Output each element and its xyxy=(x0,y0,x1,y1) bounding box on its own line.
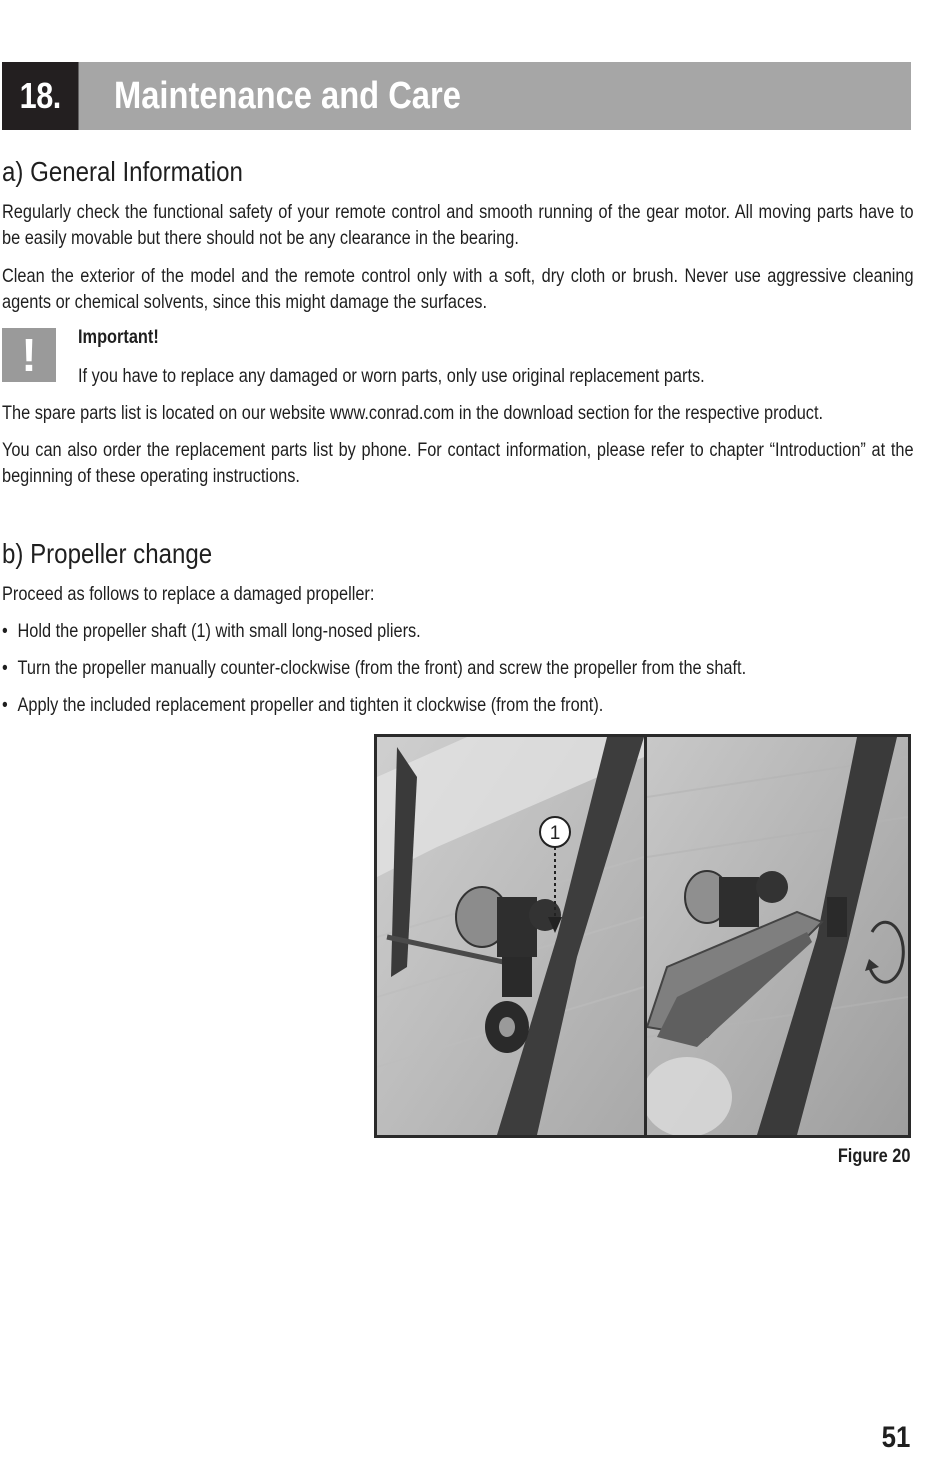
warning-icon xyxy=(2,328,56,382)
photo-propeller-shaft xyxy=(377,737,644,1135)
warning-symbol: ! xyxy=(21,329,37,381)
callout-label: 1 xyxy=(549,823,561,844)
bullet-icon: • xyxy=(2,621,8,642)
step-text: Apply the included replacement propeller and tighten it clockwise (from the front). xyxy=(17,695,604,716)
step-text: Hold the propeller shaft (1) with small long-nosed pliers. xyxy=(17,621,421,642)
propeller-figure xyxy=(374,734,911,1138)
paragraph-order-by-phone: You can also order the replacement parts list by phone. For contact information, please refer to chapter “Introduction” at the beginning of these operating instructions. xyxy=(2,440,914,487)
paragraph-functional-safety: Regularly check the functional safety of your remote control and smooth running of the gear motor. All moving parts have to be easily movable but there should not be any clearance in the bearing. xyxy=(2,202,914,249)
section-b-heading: b) Propeller change xyxy=(2,538,213,569)
step-item xyxy=(2,693,603,719)
important-title: Important! xyxy=(78,327,159,348)
propeller-intro: Proceed as follows to replace a damaged propeller: xyxy=(2,584,375,605)
figure-caption: Figure 20 xyxy=(837,1146,910,1167)
bullet-icon: • xyxy=(2,695,8,716)
chapter-title: Maintenance and Care xyxy=(114,74,461,117)
photo-pliers-unscrew xyxy=(647,737,908,1135)
chapter-header xyxy=(2,62,911,130)
page-number: 51 xyxy=(881,1421,910,1454)
chapter-number: 18. xyxy=(2,62,79,130)
bullet-icon: • xyxy=(2,658,8,679)
important-text: If you have to replace any damaged or worn parts, only use original replacement parts. xyxy=(78,366,705,387)
section-a-heading: a) General Information xyxy=(2,156,243,187)
paragraph-cleaning: Clean the exterior of the model and the remote control only with a soft, dry cloth or brush. Never use aggressive cleaning agents or chemical solvents, since this might damage the surfaces. xyxy=(2,266,914,313)
step-item xyxy=(2,656,746,682)
paragraph-spare-parts-list: The spare parts list is located on our website www.conrad.com in the download section for the respective product. xyxy=(2,403,824,424)
step-item xyxy=(2,619,421,645)
step-text: Turn the propeller manually counter-clockwise (from the front) and screw the propeller from the shaft. xyxy=(17,658,747,679)
